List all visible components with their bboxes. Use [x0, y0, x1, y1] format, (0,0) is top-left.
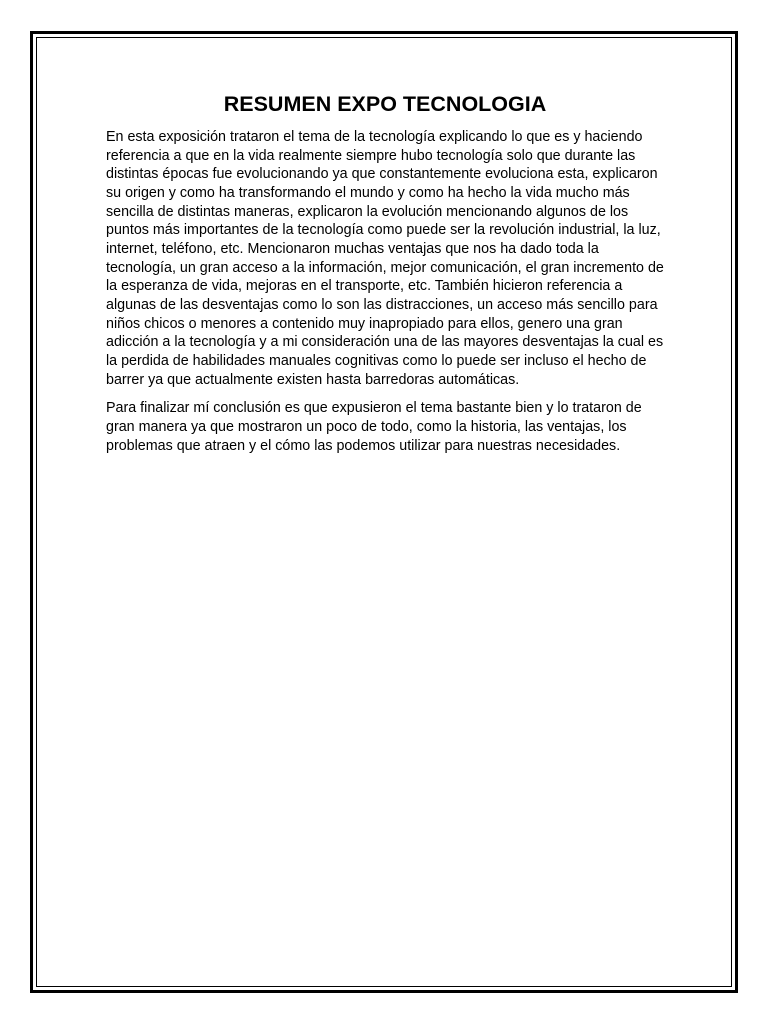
document-body	[106, 90, 672, 465]
paragraph-conclusion: Para finalizar mí conclusión es que expusieron el tema bastante bien y lo trataron de gran manera ya que mostraron un poco de todo, como la historia, las ventajas, los problemas que atraen y el cómo las podemos utilizar para nuestras necesidades.	[106, 400, 642, 454]
paragraph-summary: En esta exposición trataron el tema de la tecnología explicando lo que es y haciendo referencia a que en la vida realmente siempre hubo tecnología solo que durante las distintas épocas fue evolucionando ya que constantemente evoluciona esta, explicaron su origen y como ha transformando el mundo y como ha hecho la vida mucho más sencilla de distintas maneras, explicaron la evolución mencionando algunos de los puntos más importantes de la tecnología como puede ser la revolución industrial, la luz, internet, teléfono, etc. Mencionaron muchas ventajas que nos ha dado toda la tecnología, un gran acceso a la información, mejor comunicación, el gran incremento de la esperanza de vida, mejoras en el transporte, etc. También hicieron referencia a algunas de las desventajas como lo son las distracciones, un acceso más sencillo para niños chicos o menores a contenido muy inapropiado para ellos, genero una gran adicción a la tecnología y a mi consideración una de las mayores desventajas la cual es la perdida de habilidades manuales cognitivas como lo puede ser incluso el hecho de barrer ya que actualmente existen hasta barredoras automáticas.	[106, 129, 664, 388]
document-title: RESUMEN EXPO TECNOLOGIA	[223, 92, 547, 116]
